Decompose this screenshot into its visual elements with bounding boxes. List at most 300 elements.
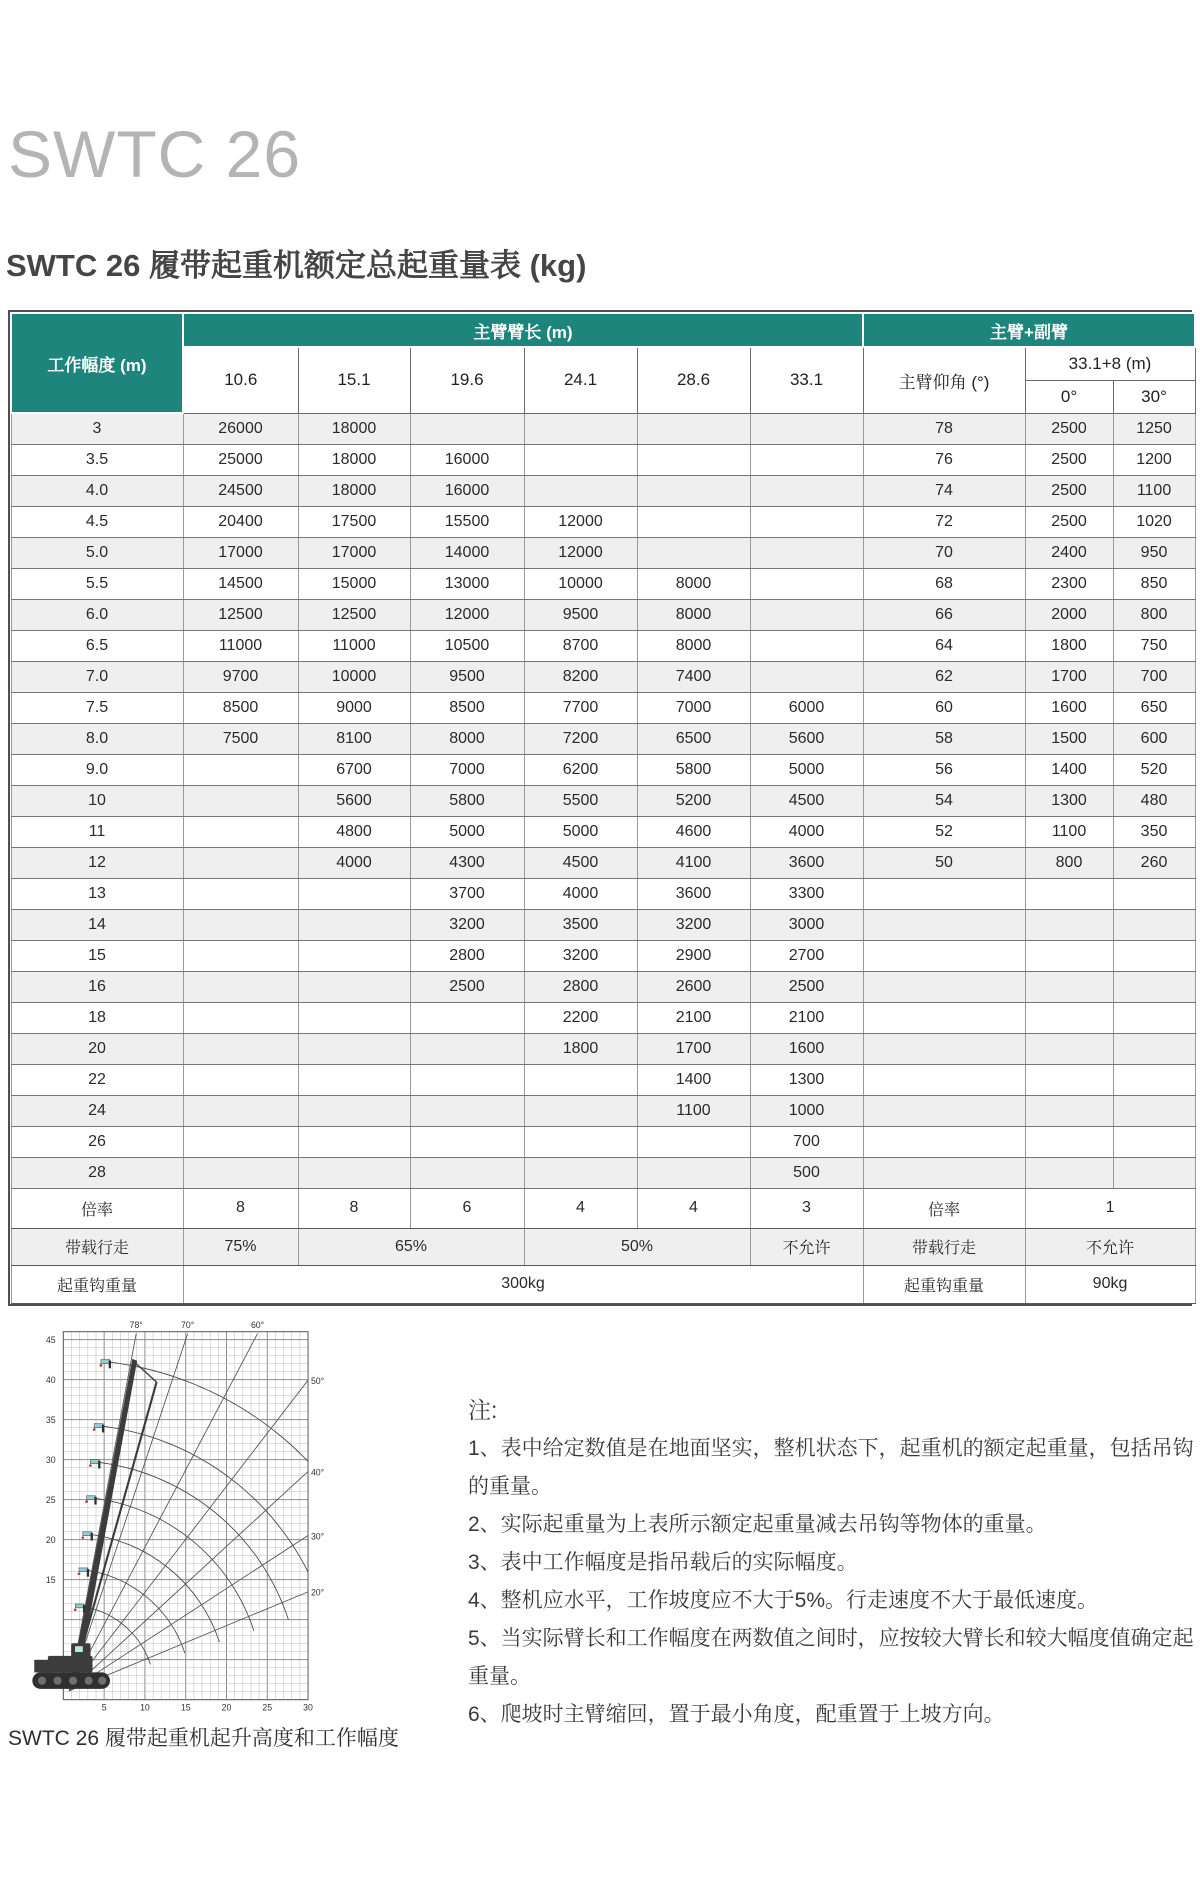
capacity-cell: 17000 xyxy=(183,537,298,568)
capacity-cell xyxy=(298,909,410,940)
capacity-cell xyxy=(298,1002,410,1033)
jib-30deg-cell xyxy=(1113,1126,1195,1157)
capacity-cell: 5800 xyxy=(637,754,750,785)
capacity-cell: 3200 xyxy=(637,909,750,940)
capacity-cell xyxy=(637,506,750,537)
capacity-cell xyxy=(637,537,750,568)
jib-0deg-cell: 1700 xyxy=(1025,661,1113,692)
capacity-cell: 5600 xyxy=(298,785,410,816)
capacity-cell xyxy=(637,1157,750,1188)
capacity-cell: 14000 xyxy=(410,537,524,568)
ratio-value: 8 xyxy=(183,1188,298,1228)
capacity-cell: 13000 xyxy=(410,568,524,599)
capacity-cell: 5800 xyxy=(410,785,524,816)
capacity-cell: 4100 xyxy=(637,847,750,878)
lifting-height-chart xyxy=(8,1320,344,1720)
table-row xyxy=(11,506,1195,537)
note-item: 5、当实际臂长和工作幅度在两数值之间时，应按较大臂长和较大幅度值确定起重量。 xyxy=(468,1627,1194,1688)
capacity-cell: 3200 xyxy=(524,940,637,971)
svg-text:20: 20 xyxy=(221,1702,232,1713)
capacity-cell: 24500 xyxy=(183,475,298,506)
boom-angle-cell xyxy=(863,1064,1025,1095)
capacity-cell: 2800 xyxy=(410,940,524,971)
jib-30deg-cell: 1200 xyxy=(1113,444,1195,475)
capacity-cell: 5000 xyxy=(410,816,524,847)
boom-angle-cell: 66 xyxy=(863,599,1025,630)
capacity-cell xyxy=(183,971,298,1002)
capacity-cell: 8500 xyxy=(410,692,524,723)
boom-angle-cell: 52 xyxy=(863,816,1025,847)
capacity-cell xyxy=(183,785,298,816)
capacity-cell: 4000 xyxy=(524,878,637,909)
capacity-cell: 1600 xyxy=(750,1033,863,1064)
boom-angle-cell xyxy=(863,940,1025,971)
col-header-boom-angle: 主臂仰角 (°) xyxy=(863,347,1025,413)
capacity-cell xyxy=(183,940,298,971)
capacity-cell xyxy=(410,1157,524,1188)
chart-grid xyxy=(63,1332,308,1700)
jib-0deg-cell xyxy=(1025,940,1113,971)
table-row xyxy=(11,971,1195,1002)
radius-cell: 9.0 xyxy=(11,754,183,785)
svg-text:50°: 50° xyxy=(310,1376,325,1387)
capacity-cell: 8000 xyxy=(410,723,524,754)
boom-angle-cell: 68 xyxy=(863,568,1025,599)
table-row xyxy=(11,940,1195,971)
boom-angle-cell: 60 xyxy=(863,692,1025,723)
jib-30deg-cell: 350 xyxy=(1113,816,1195,847)
capacity-cell xyxy=(298,1126,410,1157)
svg-text:30: 30 xyxy=(303,1702,313,1713)
jib-0deg-cell xyxy=(1025,878,1113,909)
svg-text:35: 35 xyxy=(45,1415,56,1426)
capacity-cell xyxy=(637,1126,750,1157)
svg-text:15: 15 xyxy=(45,1575,56,1586)
capacity-cell xyxy=(183,1126,298,1157)
capacity-cell: 2200 xyxy=(524,1002,637,1033)
capacity-cell: 6000 xyxy=(750,692,863,723)
capacity-cell: 3300 xyxy=(750,878,863,909)
jib-0deg-cell xyxy=(1025,1064,1113,1095)
ratio-label: 倍率 xyxy=(11,1188,183,1228)
capacity-cell: 4600 xyxy=(637,816,750,847)
jib-30deg-cell xyxy=(1113,1002,1195,1033)
boom-angle-cell: 72 xyxy=(863,506,1025,537)
table-row xyxy=(11,568,1195,599)
radius-cell: 22 xyxy=(11,1064,183,1095)
capacity-cell xyxy=(750,506,863,537)
radius-cell: 6.5 xyxy=(11,630,183,661)
travel-row xyxy=(11,1228,1195,1265)
col-header-boom-28-6: 28.6 xyxy=(637,347,750,413)
capacity-cell: 5000 xyxy=(750,754,863,785)
jib-0deg-cell: 1800 xyxy=(1025,630,1113,661)
capacity-cell: 9500 xyxy=(524,599,637,630)
note-item: 4、整机应水平，工作坡度应不大于5%。行走速度不大于最低速度。 xyxy=(468,1589,1099,1612)
capacity-cell xyxy=(637,475,750,506)
capacity-cell xyxy=(750,661,863,692)
jib-30deg-cell: 750 xyxy=(1113,630,1195,661)
jib-30deg-cell: 480 xyxy=(1113,785,1195,816)
jib-30deg-cell xyxy=(1113,1033,1195,1064)
capacity-cell: 4000 xyxy=(750,816,863,847)
table-row xyxy=(11,909,1195,940)
capacity-cell: 11000 xyxy=(183,630,298,661)
y-axis-ticks xyxy=(46,1335,56,1585)
radius-cell: 24 xyxy=(11,1095,183,1126)
radius-cell: 28 xyxy=(11,1157,183,1188)
note-item: 3、表中工作幅度是指吊载后的实际幅度。 xyxy=(468,1551,858,1574)
capacity-cell: 3700 xyxy=(410,878,524,909)
svg-text:15: 15 xyxy=(180,1702,191,1713)
table-row xyxy=(11,537,1195,568)
capacity-cell xyxy=(410,1126,524,1157)
capacity-cell: 8500 xyxy=(183,692,298,723)
boom-angle-cell xyxy=(863,1095,1025,1126)
capacity-cell xyxy=(298,878,410,909)
boom-head-icon xyxy=(93,1424,104,1433)
capacity-cell: 7000 xyxy=(637,692,750,723)
jib-0deg-cell xyxy=(1025,1095,1113,1126)
capacity-cell: 5000 xyxy=(524,816,637,847)
radius-cell: 5.5 xyxy=(11,568,183,599)
jib-0deg-cell: 800 xyxy=(1025,847,1113,878)
capacity-cell xyxy=(750,568,863,599)
capacity-cell xyxy=(298,940,410,971)
capacity-cell xyxy=(637,413,750,444)
table-row xyxy=(11,723,1195,754)
capacity-cell: 7200 xyxy=(524,723,637,754)
capacity-cell xyxy=(750,599,863,630)
boom-head-icon xyxy=(89,1460,100,1469)
svg-text:30°: 30° xyxy=(310,1531,325,1542)
ratio-row xyxy=(11,1188,1195,1228)
svg-text:70°: 70° xyxy=(181,1320,195,1330)
capacity-cell: 15500 xyxy=(410,506,524,537)
table-title: SWTC 26 履带起重机额定总起重量表 (kg) xyxy=(6,248,587,283)
capacity-cell xyxy=(298,1095,410,1126)
capacity-cell: 6500 xyxy=(637,723,750,754)
radius-cell: 20 xyxy=(11,1033,183,1064)
capacity-cell xyxy=(524,1095,637,1126)
boom-angle-cell: 54 xyxy=(863,785,1025,816)
jib-0deg-cell: 2300 xyxy=(1025,568,1113,599)
capacity-cell xyxy=(524,475,637,506)
capacity-cell: 2100 xyxy=(750,1002,863,1033)
capacity-cell: 12500 xyxy=(298,599,410,630)
jib-0deg-cell: 1300 xyxy=(1025,785,1113,816)
capacity-cell: 6200 xyxy=(524,754,637,785)
travel-value: 75% xyxy=(183,1228,298,1265)
capacity-cell xyxy=(637,444,750,475)
capacity-cell xyxy=(410,1095,524,1126)
capacity-cell xyxy=(183,754,298,785)
capacity-cell: 4500 xyxy=(750,785,863,816)
radius-cell: 15 xyxy=(11,940,183,971)
col-header-jib-30deg: 30° xyxy=(1113,380,1195,413)
capacity-cell: 14500 xyxy=(183,568,298,599)
boom-angle-cell: 58 xyxy=(863,723,1025,754)
boom-head-icon xyxy=(100,1360,111,1369)
table-row xyxy=(11,630,1195,661)
capacity-cell: 25000 xyxy=(183,444,298,475)
ratio-value: 4 xyxy=(524,1188,637,1228)
capacity-cell: 12000 xyxy=(524,537,637,568)
col-group-main-plus-jib: 主臂+副臂 xyxy=(863,313,1195,347)
note-item: 1、表中给定数值是在地面坚实，整机状态下，起重机的额定起重量，包括吊钩的重量。 xyxy=(468,1437,1194,1498)
capacity-cell: 17500 xyxy=(298,506,410,537)
chart-caption: SWTC 26 履带起重机起升高度和工作幅度 xyxy=(8,1727,399,1750)
capacity-cell: 3500 xyxy=(524,909,637,940)
capacity-cell: 6700 xyxy=(298,754,410,785)
ratio-value: 4 xyxy=(637,1188,750,1228)
boom-angle-cell xyxy=(863,1126,1025,1157)
col-header-boom-15-1: 15.1 xyxy=(298,347,410,413)
capacity-cell xyxy=(298,971,410,1002)
capacity-cell: 8000 xyxy=(637,568,750,599)
col-header-jib-combo: 33.1+8 (m) xyxy=(1025,347,1195,380)
capacity-cell: 5600 xyxy=(750,723,863,754)
boom-head-icon xyxy=(85,1496,96,1505)
svg-text:25: 25 xyxy=(262,1702,273,1713)
capacity-cell: 3200 xyxy=(410,909,524,940)
capacity-cell xyxy=(183,1033,298,1064)
jib-0deg-cell: 1400 xyxy=(1025,754,1113,785)
svg-text:10: 10 xyxy=(140,1702,150,1713)
capacity-cell: 3600 xyxy=(637,878,750,909)
capacity-cell xyxy=(183,1002,298,1033)
capacity-cell xyxy=(410,1002,524,1033)
capacity-cell: 2900 xyxy=(637,940,750,971)
capacity-cell: 2500 xyxy=(750,971,863,1002)
capacity-cell: 16000 xyxy=(410,475,524,506)
radius-cell: 18 xyxy=(11,1002,183,1033)
page-title: SWTC 26 xyxy=(8,117,302,191)
jib-0deg-cell xyxy=(1025,1157,1113,1188)
table-row xyxy=(11,475,1195,506)
jib-0deg-cell xyxy=(1025,1002,1113,1033)
capacity-cell: 17000 xyxy=(298,537,410,568)
jib-30deg-cell: 950 xyxy=(1113,537,1195,568)
capacity-cell: 8000 xyxy=(637,630,750,661)
radius-cell: 12 xyxy=(11,847,183,878)
capacity-cell xyxy=(183,1095,298,1126)
capacity-cell: 12000 xyxy=(524,506,637,537)
capacity-cell: 10000 xyxy=(298,661,410,692)
hook-label-jib: 起重钩重量 xyxy=(863,1265,1025,1303)
capacity-cell: 4800 xyxy=(298,816,410,847)
boom-arcs xyxy=(78,1361,344,1664)
capacity-cell: 1100 xyxy=(637,1095,750,1126)
jib-30deg-cell: 850 xyxy=(1113,568,1195,599)
travel-value-jib: 不允许 xyxy=(1025,1228,1195,1265)
jib-0deg-cell: 2500 xyxy=(1025,413,1113,444)
svg-text:78°: 78° xyxy=(129,1320,143,1330)
jib-0deg-cell: 2500 xyxy=(1025,506,1113,537)
capacity-cell: 8000 xyxy=(637,599,750,630)
radius-cell: 3 xyxy=(11,413,183,444)
jib-0deg-cell xyxy=(1025,971,1113,1002)
col-header-boom-33-1: 33.1 xyxy=(750,347,863,413)
radius-cell: 3.5 xyxy=(11,444,183,475)
jib-30deg-cell xyxy=(1113,971,1195,1002)
capacity-cell xyxy=(183,816,298,847)
capacity-cell: 2600 xyxy=(637,971,750,1002)
capacity-cell: 500 xyxy=(750,1157,863,1188)
capacity-cell xyxy=(524,1126,637,1157)
capacity-cell: 4000 xyxy=(298,847,410,878)
capacity-cell: 11000 xyxy=(298,630,410,661)
capacity-cell: 1300 xyxy=(750,1064,863,1095)
boom-angle-cell: 78 xyxy=(863,413,1025,444)
capacity-cell: 5500 xyxy=(524,785,637,816)
lifting-height-diagram xyxy=(8,1320,344,1720)
boom-angle-cell: 62 xyxy=(863,661,1025,692)
capacity-cell xyxy=(183,878,298,909)
jib-30deg-cell: 1250 xyxy=(1113,413,1195,444)
jib-0deg-cell: 1600 xyxy=(1025,692,1113,723)
travel-label-jib: 带载行走 xyxy=(863,1228,1025,1265)
table-row xyxy=(11,847,1195,878)
capacity-cell xyxy=(298,1157,410,1188)
radius-cell: 4.0 xyxy=(11,475,183,506)
capacity-cell: 7400 xyxy=(637,661,750,692)
capacity-cell: 5200 xyxy=(637,785,750,816)
table-row xyxy=(11,1157,1195,1188)
radius-cell: 5.0 xyxy=(11,537,183,568)
table-row xyxy=(11,878,1195,909)
svg-text:20: 20 xyxy=(45,1535,56,1546)
capacity-cell: 7700 xyxy=(524,692,637,723)
jib-0deg-cell: 2400 xyxy=(1025,537,1113,568)
load-chart-table-wrap xyxy=(8,310,1192,1306)
radius-cell: 14 xyxy=(11,909,183,940)
ratio-value: 3 xyxy=(750,1188,863,1228)
table-row xyxy=(11,661,1195,692)
hook-row xyxy=(11,1265,1195,1303)
capacity-cell xyxy=(183,1064,298,1095)
table-row xyxy=(11,1002,1195,1033)
jib-0deg-cell xyxy=(1025,909,1113,940)
table-row xyxy=(11,413,1195,444)
jib-30deg-cell: 520 xyxy=(1113,754,1195,785)
capacity-cell: 7000 xyxy=(410,754,524,785)
capacity-cell xyxy=(298,1033,410,1064)
boom-angle-cell xyxy=(863,971,1025,1002)
note-item: 6、爬坡时主臂缩回，置于最小角度，配重置于上坡方向。 xyxy=(468,1703,1005,1726)
jib-30deg-cell: 700 xyxy=(1113,661,1195,692)
col-header-boom-19-6: 19.6 xyxy=(410,347,524,413)
jib-30deg-cell: 600 xyxy=(1113,723,1195,754)
capacity-cell xyxy=(183,909,298,940)
capacity-cell: 9700 xyxy=(183,661,298,692)
jib-30deg-cell xyxy=(1113,1157,1195,1188)
notes-label: 注: xyxy=(468,1397,498,1423)
table-row xyxy=(11,1126,1195,1157)
capacity-cell: 3000 xyxy=(750,909,863,940)
capacity-cell: 26000 xyxy=(183,413,298,444)
capacity-cell: 1400 xyxy=(637,1064,750,1095)
ratio-value-jib: 1 xyxy=(1025,1188,1195,1228)
table-row xyxy=(11,754,1195,785)
table-row xyxy=(11,444,1195,475)
jib-0deg-cell: 2500 xyxy=(1025,444,1113,475)
hook-value: 300kg xyxy=(183,1265,863,1303)
jib-30deg-cell: 260 xyxy=(1113,847,1195,878)
capacity-cell: 12500 xyxy=(183,599,298,630)
svg-text:60°: 60° xyxy=(250,1320,265,1330)
jib-30deg-cell: 650 xyxy=(1113,692,1195,723)
capacity-cell: 2700 xyxy=(750,940,863,971)
hook-value-jib: 90kg xyxy=(1025,1265,1195,1303)
jib-30deg-cell: 800 xyxy=(1113,599,1195,630)
table-row xyxy=(11,816,1195,847)
capacity-cell: 10500 xyxy=(410,630,524,661)
capacity-cell xyxy=(750,475,863,506)
travel-value: 不允许 xyxy=(750,1228,863,1265)
boom-angle-cell: 76 xyxy=(863,444,1025,475)
capacity-cell xyxy=(524,413,637,444)
svg-text:5: 5 xyxy=(101,1702,107,1713)
jib-0deg-cell xyxy=(1025,1126,1113,1157)
load-chart-table xyxy=(10,312,1196,1304)
capacity-cell: 1800 xyxy=(524,1033,637,1064)
boom-angle-cell xyxy=(863,1002,1025,1033)
radius-cell: 6.0 xyxy=(11,599,183,630)
capacity-cell xyxy=(750,537,863,568)
table-row xyxy=(11,1095,1195,1126)
capacity-cell: 16000 xyxy=(410,444,524,475)
boom-angle-cell: 74 xyxy=(863,475,1025,506)
capacity-cell xyxy=(750,444,863,475)
table-row xyxy=(11,1064,1195,1095)
col-header-jib-0deg: 0° xyxy=(1025,380,1113,413)
capacity-cell xyxy=(298,1064,410,1095)
capacity-cell: 18000 xyxy=(298,413,410,444)
capacity-cell xyxy=(183,847,298,878)
radius-cell: 11 xyxy=(11,816,183,847)
travel-value: 65% xyxy=(298,1228,524,1265)
capacity-cell: 1000 xyxy=(750,1095,863,1126)
jib-30deg-cell xyxy=(1113,940,1195,971)
capacity-cell: 15000 xyxy=(298,568,410,599)
boom-angle-cell: 50 xyxy=(863,847,1025,878)
capacity-cell xyxy=(524,1157,637,1188)
jib-30deg-cell: 1020 xyxy=(1113,506,1195,537)
note-item: 2、实际起重量为上表所示额定起重量减去吊钩等物体的重量。 xyxy=(468,1513,1047,1536)
radius-cell: 16 xyxy=(11,971,183,1002)
jib-30deg-cell xyxy=(1113,1064,1195,1095)
col-header-working-radius: 工作幅度 (m) xyxy=(11,313,183,413)
capacity-cell xyxy=(410,413,524,444)
capacity-cell: 9500 xyxy=(410,661,524,692)
svg-text:40°: 40° xyxy=(310,1467,325,1478)
jib-30deg-cell: 1100 xyxy=(1113,475,1195,506)
radius-cell: 8.0 xyxy=(11,723,183,754)
capacity-cell: 8100 xyxy=(298,723,410,754)
capacity-cell xyxy=(410,1064,524,1095)
table-row xyxy=(11,599,1195,630)
ratio-label-jib: 倍率 xyxy=(863,1188,1025,1228)
capacity-cell: 10000 xyxy=(524,568,637,599)
boom-head-icon xyxy=(78,1568,89,1577)
svg-text:40: 40 xyxy=(45,1375,56,1386)
radius-cell: 13 xyxy=(11,878,183,909)
radius-cell: 4.5 xyxy=(11,506,183,537)
boom-angle-cell: 70 xyxy=(863,537,1025,568)
travel-value: 50% xyxy=(524,1228,750,1265)
capacity-cell: 20400 xyxy=(183,506,298,537)
